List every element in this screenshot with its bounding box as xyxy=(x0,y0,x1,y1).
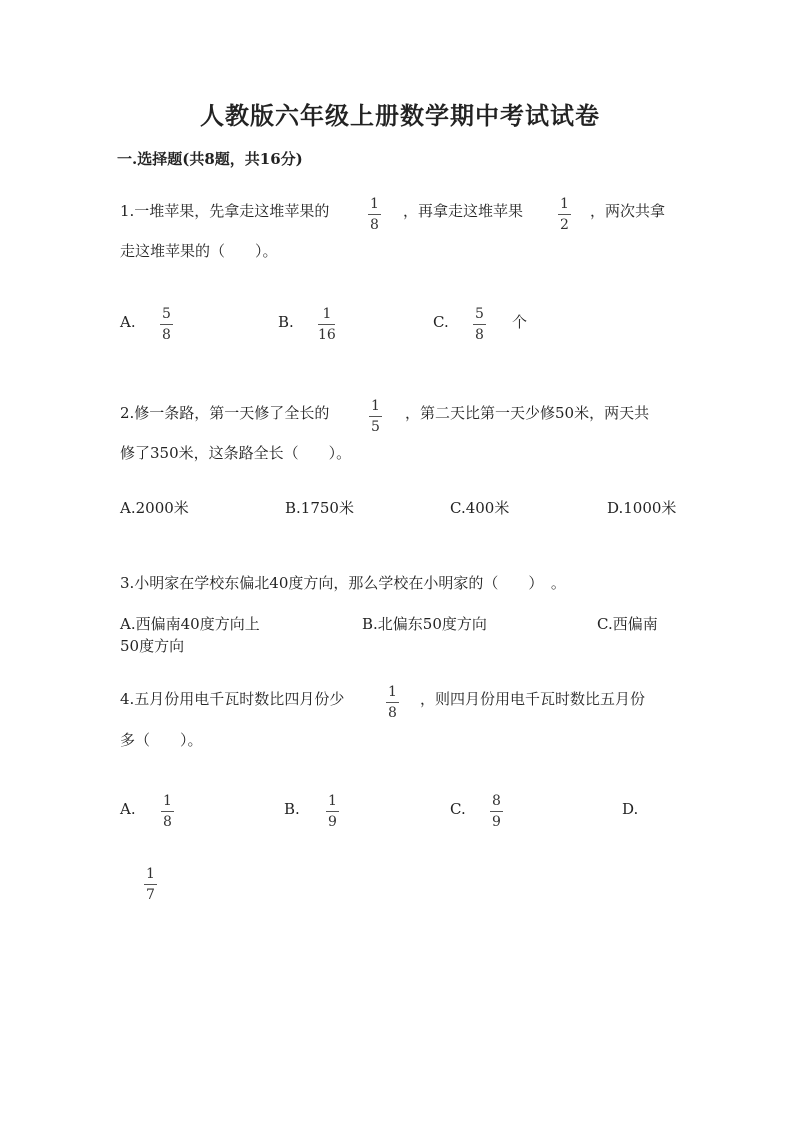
q2-option-d: D.1000米 xyxy=(607,499,677,517)
q4-text-a: 4.五月份用电千瓦时数比四月份少 xyxy=(120,690,345,708)
q3-option-b: B.北偏东50度方向 xyxy=(362,615,487,633)
q2-option-b: B.1750米 xyxy=(285,499,354,517)
q4-fraction: 1 8 xyxy=(386,684,399,721)
q2-option-c: C.400米 xyxy=(450,499,510,517)
q1-text-a: 1.一堆苹果，先拿走这堆苹果的 xyxy=(120,202,330,220)
q3-option-c-wrap: 50度方向 xyxy=(120,637,185,655)
q1-option-b-label: B. xyxy=(278,313,294,331)
q4-option-c-label: C. xyxy=(450,800,466,818)
q1-text-c: ，两次共拿 xyxy=(590,202,666,220)
q4-option-c-fraction: 8 9 xyxy=(490,793,503,830)
q1-text-line2: 走这堆苹果的（ ）。 xyxy=(120,242,278,260)
q3-option-a: A.西偏南40度方向上 xyxy=(120,615,260,633)
q1-text-b: ，再拿走这堆苹果 xyxy=(403,202,524,220)
q4-option-d-fraction: 1 7 xyxy=(144,866,157,903)
q4-option-b-fraction: 1 9 xyxy=(326,793,339,830)
q1-fraction-1: 1 8 xyxy=(368,196,381,233)
section-heading: 一.选择题(共8题，共16分) xyxy=(117,150,303,168)
q2-text-b: ，第二天比第一天少修50米，两天共 xyxy=(405,404,650,422)
q1-option-c-suffix: 个 xyxy=(512,313,528,331)
page-title: 人教版六年级上册数学期中考试试卷 xyxy=(200,101,600,130)
q4-option-d-label: D. xyxy=(622,800,639,818)
q2-text-line2: 修了350米，这条路全长（ ）。 xyxy=(120,444,352,462)
q1-option-a-label: A. xyxy=(120,313,136,331)
q4-text-b: ，则四月份用电千瓦时数比五月份 xyxy=(420,690,646,708)
q1-option-b-fraction: 1 16 xyxy=(318,306,336,343)
q1-option-c-fraction: 5 8 xyxy=(473,306,486,343)
q1-option-c-label: C. xyxy=(433,313,449,331)
q2-option-a: A.2000米 xyxy=(120,499,189,517)
q1-fraction-2: 1 2 xyxy=(558,196,571,233)
q4-option-a-label: A. xyxy=(120,800,136,818)
q2-text-a: 2.修一条路，第一天修了全长的 xyxy=(120,404,330,422)
q1-option-a-fraction: 5 8 xyxy=(160,306,173,343)
q2-fraction: 1 5 xyxy=(369,398,382,435)
q3-text: 3.小明家在学校东偏北40度方向，那么学校在小明家的（ ） 。 xyxy=(120,574,566,592)
q4-option-b-label: B. xyxy=(284,800,300,818)
q3-option-c: C.西偏南 xyxy=(597,615,658,633)
q4-option-a-fraction: 1 8 xyxy=(161,793,174,830)
q4-text-line2: 多（ ）。 xyxy=(120,731,203,749)
